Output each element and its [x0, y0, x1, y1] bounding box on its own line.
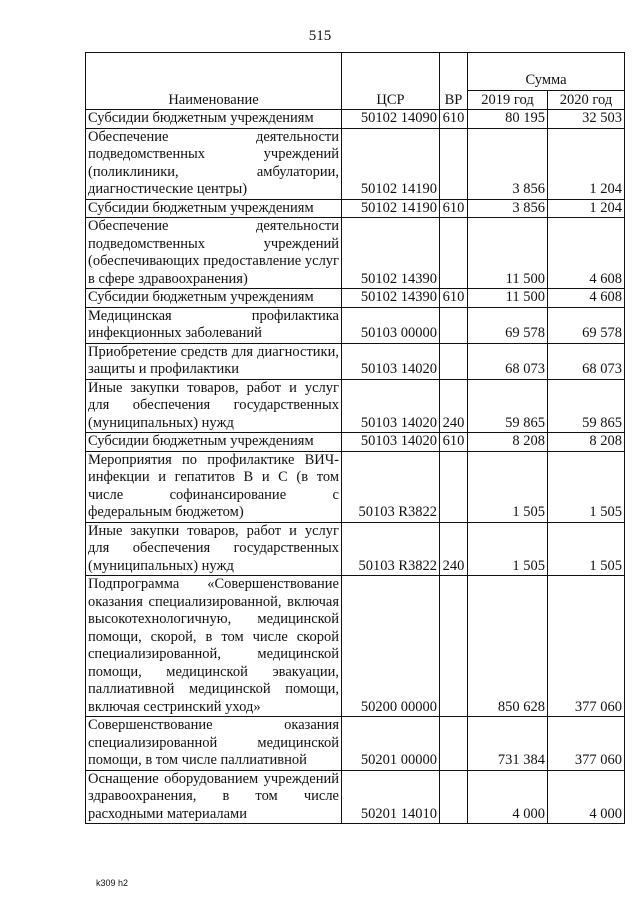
- row-csr: 50103 14020: [342, 379, 440, 433]
- row-vr: 610: [440, 199, 468, 218]
- table-row: [86, 451, 625, 522]
- row-name: Субсидии бюджетным учреждениям: [86, 110, 342, 129]
- row-csr: 50103 R3822: [342, 522, 440, 576]
- row-sum-2020: 4 608: [548, 289, 625, 308]
- row-name: Обеспечение деятельности подведомственных учреждений (обеспечивающих предоставление услуг в сфере здравоохранения): [86, 218, 342, 289]
- header-name: Наименование: [86, 53, 342, 110]
- row-name: Субсидии бюджетным учреждениям: [86, 199, 342, 218]
- header-year-2020: 2020 год: [548, 90, 625, 109]
- row-sum-2019: 59 865: [468, 379, 548, 433]
- table-row: [86, 717, 625, 771]
- row-name: Субсидии бюджетным учреждениям: [86, 289, 342, 308]
- row-csr: 50200 00000: [342, 576, 440, 717]
- table-row: [86, 576, 625, 717]
- row-vr: [440, 576, 468, 717]
- row-sum-2019: 1 505: [468, 451, 548, 522]
- row-csr: 50102 14190: [342, 128, 440, 199]
- table-row: [86, 289, 625, 308]
- row-sum-2020: 32 503: [548, 110, 625, 129]
- table-row: [86, 379, 625, 433]
- row-name: Субсидии бюджетным учреждениям: [86, 433, 342, 452]
- row-name: Иные закупки товаров, работ и услуг для обеспечения государственных (муниципальных) нужд: [86, 522, 342, 576]
- row-sum-2019: 8 208: [468, 433, 548, 452]
- row-csr: 50201 00000: [342, 717, 440, 771]
- row-sum-2020: 4 000: [548, 770, 625, 824]
- table-row: [86, 522, 625, 576]
- row-csr: 50102 14390: [342, 218, 440, 289]
- row-name: Оснащение оборудованием учреждений здравоохранения, в том числе расходными материалами: [86, 770, 342, 824]
- row-sum-2019: 80 195: [468, 110, 548, 129]
- row-sum-2019: 850 628: [468, 576, 548, 717]
- row-sum-2020: 377 060: [548, 576, 625, 717]
- row-vr: [440, 128, 468, 199]
- row-sum-2020: 1 204: [548, 199, 625, 218]
- row-sum-2019: 3 856: [468, 199, 548, 218]
- row-csr: 50103 14020: [342, 433, 440, 452]
- row-csr: 50102 14390: [342, 289, 440, 308]
- row-csr: 50201 14010: [342, 770, 440, 824]
- row-sum-2020: 1 505: [548, 451, 625, 522]
- row-vr: 240: [440, 522, 468, 576]
- row-sum-2019: 11 500: [468, 218, 548, 289]
- row-sum-2019: 3 856: [468, 128, 548, 199]
- footer-code: k309 h2: [96, 878, 129, 888]
- row-vr: 240: [440, 379, 468, 433]
- table-row: [86, 110, 625, 129]
- table-header: [86, 53, 625, 110]
- row-sum-2020: 377 060: [548, 717, 625, 771]
- row-csr: 50103 R3822: [342, 451, 440, 522]
- header-sum: Сумма: [468, 53, 625, 91]
- row-vr: 610: [440, 110, 468, 129]
- table-row: [86, 433, 625, 452]
- row-csr: 50102 14090: [342, 110, 440, 129]
- row-name: Мероприятия по профилактике ВИЧ-инфекции и гепатитов В и С (в том числе софинансирование с федеральным бюджетом): [86, 451, 342, 522]
- page-number: 515: [308, 28, 332, 44]
- table-body: [86, 110, 625, 824]
- row-name: Иные закупки товаров, работ и услуг для обеспечения государственных (муниципальных) нужд: [86, 379, 342, 433]
- row-vr: 610: [440, 289, 468, 308]
- row-sum-2020: 4 608: [548, 218, 625, 289]
- row-sum-2020: 59 865: [548, 379, 625, 433]
- row-sum-2020: 8 208: [548, 433, 625, 452]
- table-row: [86, 307, 625, 343]
- row-sum-2020: 68 073: [548, 343, 625, 379]
- row-vr: [440, 717, 468, 771]
- row-name: Обеспечение деятельности подведомственных учреждений (поликлиники, амбулатории, диагностические центры): [86, 128, 342, 199]
- row-name: Приобретение средств для диагностики, защиты и профилактики: [86, 343, 342, 379]
- row-csr: 50103 14020: [342, 343, 440, 379]
- row-name: Медицинская профилактика инфекционных заболеваний: [86, 307, 342, 343]
- table-row: [86, 218, 625, 289]
- row-vr: [440, 451, 468, 522]
- row-csr: 50103 00000: [342, 307, 440, 343]
- row-sum-2019: 69 578: [468, 307, 548, 343]
- row-name: Подпрограмма «Совершенствование оказания специализированной, включая высокотехнологичную, медицинской помощи, скорой, в том числе скорой специализированной, медицинской помощи, медицинской эвакуации, паллиативной медицинской помощи, включая сестринский уход»: [86, 576, 342, 717]
- row-vr: [440, 307, 468, 343]
- table-row: [86, 770, 625, 824]
- row-sum-2019: 11 500: [468, 289, 548, 308]
- header-year-2019: 2019 год: [468, 90, 548, 109]
- table-row: [86, 128, 625, 199]
- table-row: [86, 343, 625, 379]
- row-vr: 610: [440, 433, 468, 452]
- row-sum-2019: 4 000: [468, 770, 548, 824]
- table-row: [86, 199, 625, 218]
- row-sum-2019: 68 073: [468, 343, 548, 379]
- row-sum-2019: 731 384: [468, 717, 548, 771]
- budget-table: [85, 52, 625, 824]
- row-sum-2019: 1 505: [468, 522, 548, 576]
- row-sum-2020: 69 578: [548, 307, 625, 343]
- row-sum-2020: 1 204: [548, 128, 625, 199]
- row-csr: 50102 14190: [342, 199, 440, 218]
- row-name: Совершенствование оказания специализированной медицинской помощи, в том числе паллиативной: [86, 717, 342, 771]
- header-vr: ВР: [440, 53, 468, 110]
- row-vr: [440, 343, 468, 379]
- row-vr: [440, 218, 468, 289]
- header-csr: ЦСР: [342, 53, 440, 110]
- row-sum-2020: 1 505: [548, 522, 625, 576]
- row-vr: [440, 770, 468, 824]
